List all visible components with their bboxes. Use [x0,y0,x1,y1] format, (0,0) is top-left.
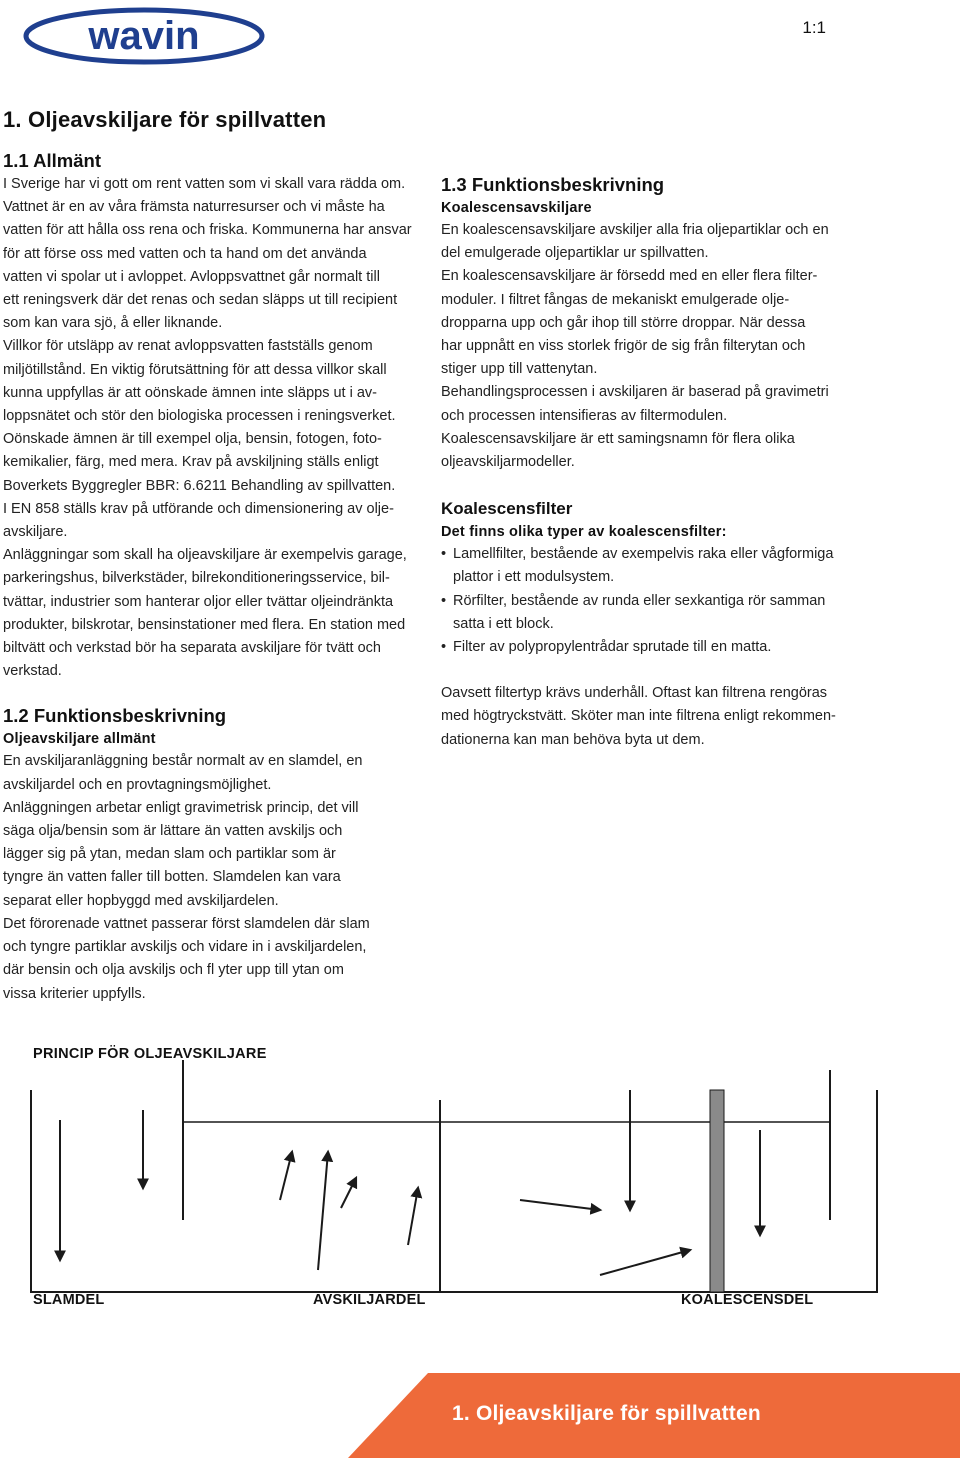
body-text-line: avskiljare. [3,524,68,541]
body-text-line: avskiljardel och en provtagningsmöjlighet. [3,776,272,793]
filter-bullet-item [441,543,881,589]
body-text-line: I EN 858 ställs krav på utförande och dimensionering av olje- [3,500,394,517]
body-text-line: Villkor för utsläpp av renat avloppsvatten fastställs genom [3,338,373,355]
body-text-line: tvättar, industrier som hanterar oljor eller tvättar oljeindränkta [3,593,394,610]
section-1-2-heading: 1.2 Funktionsbeskrivning [3,705,227,727]
body-text-line: Koalescensavskiljare är ett samingsnamn för flera olika [441,430,795,447]
avskiljardel-arrow-1 [280,1152,292,1200]
body-text-line: biltvätt och verkstad bör ha separata avskiljare för tvätt och [3,640,381,657]
body-text-line: miljötillstånd. En viktig förutsättning för att dessa villkor skall [3,361,387,378]
bullet-text-line: satta i ett block. [453,615,554,632]
body-text-line: säga olja/bensin som är lättare än vatten avskiljs och [3,823,343,840]
body-text-line: Oavsett filtertyp krävs underhåll. Oftast kan filtrena rengöras [441,685,828,702]
bullet-text-line: Rörfilter, bestående av runda eller sexkantiga rör samman [453,592,826,609]
bullet-text-line: Filter av polypropylentrådar sprutade till en matta. [453,639,772,656]
body-text-line: parkeringshus, bilverkstäder, bilrekonditioneringsservice, bil- [3,570,390,587]
body-text-line: Det förorenade vattnet passerar först slamdelen där slam [3,915,370,932]
bullet-dot: • [441,592,447,609]
body-text-line: Oönskade ämnen är till exempel olja, bensin, fotogen, foto- [3,431,382,448]
page-title: 1. Oljeavskiljare för spillvatten [3,107,327,132]
body-text-line: verkstad. [3,663,62,680]
avskiljardel-arrow-4 [408,1188,418,1245]
body-text-line: och processen intensifieras av filtermodulen. [441,407,728,424]
body-text-line: Boverkets Byggregler BBR: 6.6211 Behandling av spillvatten. [3,477,396,494]
filter-body [441,682,881,752]
section-1-1-body [3,173,428,683]
body-text-line: dationerna kan man behöva byta ut dem. [441,731,705,748]
logo-text: wavin [88,14,200,58]
avskiljardel-arrow-2 [318,1152,328,1270]
section-1-1-heading: 1.1 Allmänt [3,150,102,171]
separator-diagram [0,1060,960,1300]
body-text-line: En koalescensavskiljare är försedd med en eller flera filter- [441,268,818,285]
body-text-line: dropparna upp och går ihop till större droppar. När dessa [441,314,806,331]
coalescing-filter [710,1090,724,1292]
body-text-line: vatten vi spolar ut i avloppet. Avloppsvattnet går normalt till [3,268,380,285]
body-text-line: del emulgerade oljepartiklar ur spillvatten. [441,245,709,262]
filter-subheading: Det finns olika typer av koalescensfilter: [441,524,727,541]
body-text-line: har uppnått en viss storlek frigör de sig från filterytan och [441,338,806,355]
body-text-line: med högtryckstvätt. Sköter man inte filtrena enligt rekommen- [441,708,836,725]
body-text-line: vissa kriterier uppfylls. [3,985,146,1002]
label-slamdel: SLAMDEL [33,1292,105,1308]
label-avskiljardel: AVSKILJARDEL [313,1292,426,1308]
wavin-logo [22,6,266,66]
filter-bullets [441,543,881,659]
bullet-text-line: Lamellfilter, bestående av exempelvis raka eller vågformiga [453,546,834,563]
body-text-line: oljeavskiljarmodeller. [441,454,575,471]
body-text-line: produkter, bilskrotar, bensinstationer med flera. En station med [3,616,406,633]
footer-title: 1. Oljeavskiljare för spillvatten [452,1402,761,1425]
body-text-line: för att förse oss med vatten och ta hand om det använda [3,245,367,262]
body-text-line: Vattnet är en av våra främsta naturresurser och vi måste ha [3,199,385,216]
section-1-3-subheading: Koalescensavskiljare [441,200,592,216]
section-1-3-body [441,219,881,474]
body-text-line: lägger sig på ytan, medan slam och partiklar som är [3,846,336,863]
diagram-title: PRINCIP FÖR OLJEAVSKILJARE [33,1046,267,1062]
page-number: 1:1 [802,18,826,37]
body-text-line: En koalescensavskiljare avskiljer alla fria oljepartiklar och en [441,222,829,238]
bullet-dot: • [441,546,447,563]
body-text-line: där bensin och olja avskiljs och fl yter upp till ytan om [3,962,344,979]
body-text-line: separat eller hopbyggd med avskiljardelen. [3,892,279,909]
bullet-text-line: plattor i ett modulsystem. [453,569,615,586]
filter-bullet-item [441,590,881,636]
label-koalescensdel: KOALESCENSDEL [681,1292,814,1308]
filter-bullet-item [441,636,881,659]
body-text-line: Behandlingsprocessen i avskiljaren är baserad på gravimetri [441,384,829,401]
section-1-2-subheading: Oljeavskiljare allmänt [3,731,156,748]
body-text-line: vatten för att hålla oss rena och friska. Kommunerna har ansvar [3,222,412,239]
body-text-line: kunna uppfyllas är att oönskade ämnen inte släpps ut i av- [3,384,378,401]
body-text-line: En avskiljaranläggning består normalt av en slamdel, en [3,753,363,770]
body-text-line: stiger upp till vattenytan. [441,361,598,378]
body-text-line: Anläggningen arbetar enligt gravimetrisk princip, det vill [3,799,359,816]
body-text-line: loppsnätet och stör den biologiska processen i reningsverket. [3,408,396,425]
body-text-line: I Sverige har vi gott om rent vatten som vi skall vara rädda om. [3,176,406,192]
section-1-3-heading: 1.3 Funktionsbeskrivning [441,174,665,195]
left-column [3,149,428,1006]
section-1-2-body [3,750,428,1005]
body-text-line: som kan vara sjö, å eller liknande. [3,315,223,332]
body-text-line: tyngre än vatten faller till botten. Slamdelen kan vara [3,869,341,886]
filter-heading: Koalescensfilter [441,499,573,519]
koalescensdel-arrow-2 [520,1200,600,1210]
body-text-line: moduler. I filtret fångas de mekaniskt emulgerade olje- [441,291,790,308]
body-text-line: ett reningsverk där det renas och sedan släpps ut till recipient [3,292,398,309]
body-text-line: och tyngre partiklar avskiljs och vidare in i avskiljardelen, [3,939,367,956]
body-text-line: Anläggningar som skall ha oljeavskiljare är exempelvis garage, [3,547,407,564]
koalescensdel-arrow-3 [600,1250,690,1275]
tank-outline [31,1090,877,1292]
bullet-dot: • [441,639,447,656]
body-text-line: kemikalier, färg, med mera. Krav på avskiljning ställs enligt [3,454,379,471]
avskiljardel-arrow-3 [341,1178,356,1208]
right-column [441,173,881,752]
